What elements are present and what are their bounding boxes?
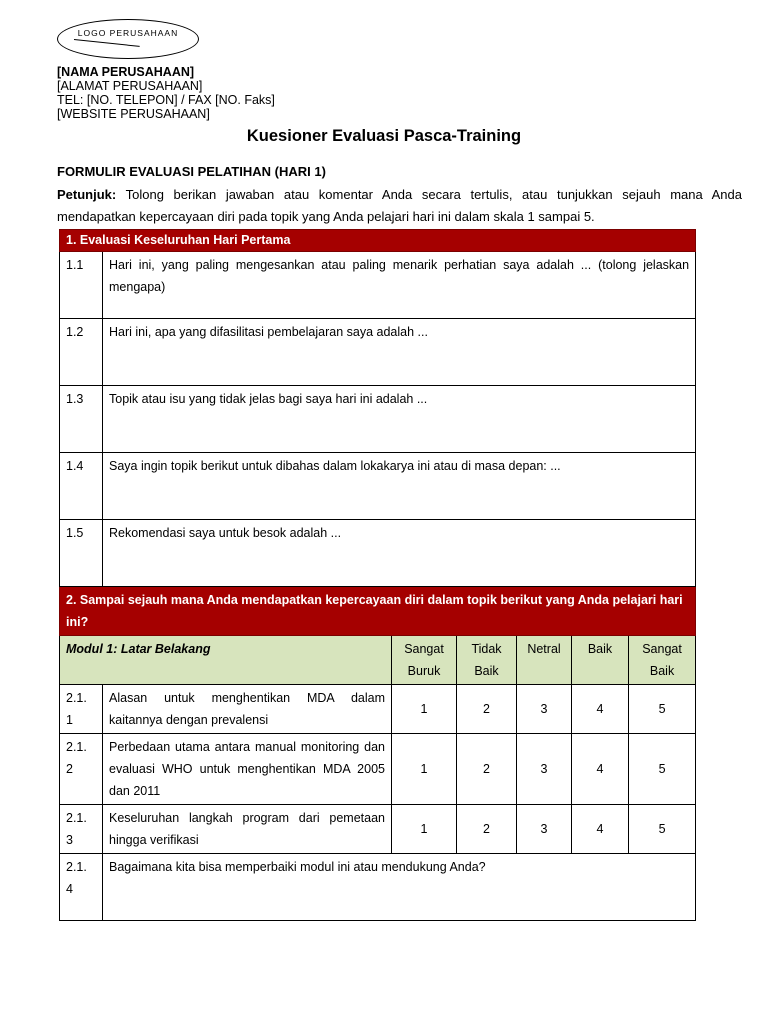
section-1-header [60, 230, 696, 252]
question-text: Rekomendasi saya untuk besok adalah ... [103, 520, 696, 587]
score-option[interactable]: 1 [392, 805, 457, 854]
score-option[interactable]: 1 [392, 734, 457, 805]
score-option[interactable]: 5 [629, 805, 696, 854]
question-row[interactable] [60, 386, 696, 453]
question-number: 1.3 [60, 386, 103, 453]
rating-row [60, 685, 696, 734]
page-title: Kuesioner Evaluasi Pasca-Training [246, 127, 522, 145]
score-option[interactable]: 3 [517, 734, 572, 805]
company-website: [WEBSITE PERUSAHAAN] [57, 107, 210, 121]
question-row[interactable] [60, 520, 696, 587]
question-number: 1.1 [60, 252, 103, 319]
score-option[interactable]: 1 [392, 685, 457, 734]
scale-not-good: Tidak Baik [457, 636, 517, 685]
question-number: 1.4 [60, 453, 103, 520]
evaluation-table [59, 229, 696, 921]
company-name: [NAMA PERUSAHAAN] [57, 65, 195, 79]
instructions [57, 184, 742, 228]
logo-line [74, 39, 140, 47]
rating-row [60, 805, 696, 854]
score-option[interactable]: 3 [517, 805, 572, 854]
rating-row [60, 734, 696, 805]
feedback-question: Bagaimana kita bisa memperbaiki modul ini atau mendukung Anda? [103, 854, 696, 921]
score-option[interactable]: 4 [572, 805, 629, 854]
feedback-row[interactable] [60, 854, 696, 921]
question-row[interactable] [60, 453, 696, 520]
scale-very-good: Sangat Baik [629, 636, 696, 685]
company-contact: TEL: [NO. TELEPON] / FAX [NO. Faks] [57, 93, 275, 107]
score-option[interactable]: 2 [457, 734, 517, 805]
company-logo [57, 19, 199, 59]
rating-topic: Perbedaan utama antara manual monitoring dan evaluasi WHO untuk menghentikan MDA 2005 dan 2011 [103, 734, 392, 805]
scale-good: Baik [572, 636, 629, 685]
score-option[interactable]: 5 [629, 685, 696, 734]
question-number: 1.5 [60, 520, 103, 587]
question-text: Saya ingin topik berikut untuk dibahas dalam lokakarya ini atau di masa depan: ... [103, 453, 696, 520]
question-row[interactable] [60, 252, 696, 319]
question-text: Hari ini, yang paling mengesankan atau paling menarik perhatian saya adalah ... (tolong jelaskan mengapa) [103, 252, 696, 319]
rating-number: 2.1. 1 [60, 685, 103, 734]
question-number: 1.2 [60, 319, 103, 386]
question-text: Topik atau isu yang tidak jelas bagi saya hari ini adalah ... [103, 386, 696, 453]
score-option[interactable]: 2 [457, 805, 517, 854]
section-2-title: 2. Sampai sejauh mana Anda mendapatkan kepercayaan diri dalam topik berikut yang Anda pelajari hari ini? [60, 587, 696, 636]
score-option[interactable]: 4 [572, 734, 629, 805]
score-option[interactable]: 4 [572, 685, 629, 734]
form-subtitle: FORMULIR EVALUASI PELATIHAN (HARI 1) [57, 164, 326, 179]
rating-topic: Keseluruhan langkah program dari pemetaan hingga verifikasi [103, 805, 392, 854]
scale-neutral: Netral [517, 636, 572, 685]
rating-number: 2.1. 2 [60, 734, 103, 805]
question-text: Hari ini, apa yang difasilitasi pembelajaran saya adalah ... [103, 319, 696, 386]
scale-very-poor: Sangat Buruk [392, 636, 457, 685]
question-row[interactable] [60, 319, 696, 386]
rating-number: 2.1. 4 [60, 854, 103, 921]
instructions-text: Tolong berikan jawaban atau komentar Anda secara tertulis, atau tunjukkan sejauh mana Anda mendapatkan kepercayaan diri pada topik yang Anda pelajari hari ini dalam skala 1 sampai 5. [57, 187, 742, 224]
rating-number: 2.1. 3 [60, 805, 103, 854]
module-title: Modul 1: Latar Belakang [60, 636, 392, 685]
instructions-label: Petunjuk: [57, 187, 117, 202]
module-header-row [60, 636, 696, 685]
company-info [57, 65, 275, 121]
section-2-header [60, 587, 696, 636]
company-address: [ALAMAT PERUSAHAAN] [57, 79, 203, 93]
score-option[interactable]: 3 [517, 685, 572, 734]
rating-topic: Alasan untuk menghentikan MDA dalam kaitannya dengan prevalensi [103, 685, 392, 734]
score-option[interactable]: 5 [629, 734, 696, 805]
score-option[interactable]: 2 [457, 685, 517, 734]
section-1-title: 1. Evaluasi Keseluruhan Hari Pertama [60, 230, 696, 252]
logo-text: LOGO PERUSAHAAN [77, 28, 179, 38]
